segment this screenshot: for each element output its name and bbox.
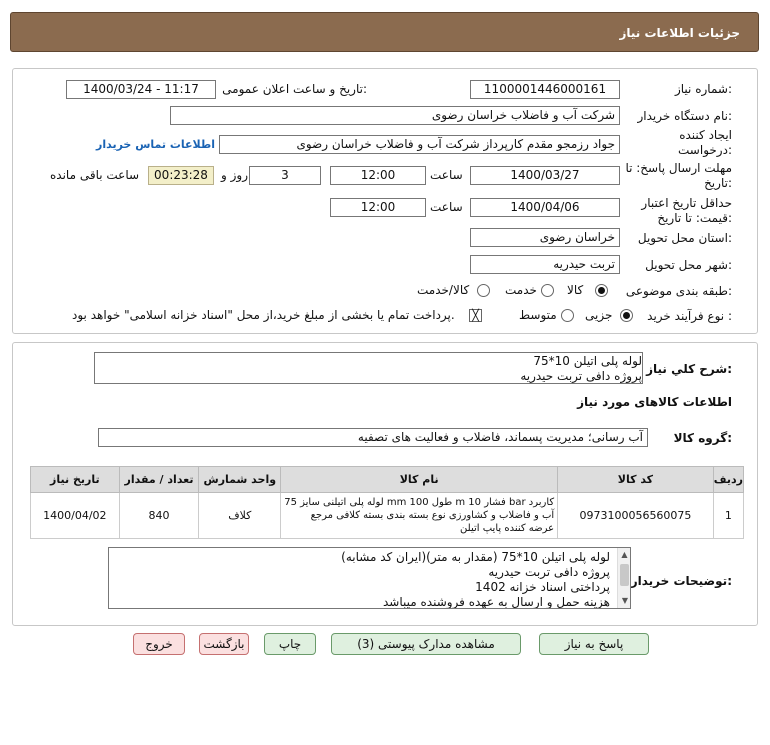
col-code: کد کالا xyxy=(558,467,714,493)
announce-label: تاریخ و ساعت اعلان عمومی: xyxy=(222,82,367,96)
province-label: استان محل تحویل: xyxy=(637,231,732,245)
col-name: نام کالا xyxy=(281,467,558,493)
city-field: تربت حیدریه xyxy=(470,255,620,274)
buyer-org-field: شرکت آب و فاضلاب خراسان رضوی xyxy=(170,106,620,125)
process-option-minor: جزیی xyxy=(585,308,613,322)
scroll-down-icon[interactable]: ▼ xyxy=(621,596,629,605)
treasury-payment-checkbox[interactable]: ╳ xyxy=(469,309,482,322)
print-button[interactable]: چاپ xyxy=(264,633,316,655)
cell-qty: 840 xyxy=(119,493,199,539)
goods-info-title: اطلاعات کالاهای مورد نیاز xyxy=(577,395,732,409)
announce-field: 1400/03/24 - 11:17 xyxy=(66,80,216,99)
cell-date: 1400/04/02 xyxy=(31,493,120,539)
requester-label: ایجاد کننده درخواست: xyxy=(678,128,732,157)
treasury-payment-note: پرداخت تمام یا بخشی از مبلغ خرید،از محل "اسناد خزانه اسلامی" خواهد بود. xyxy=(72,308,455,322)
process-radio-medium[interactable] xyxy=(561,309,574,322)
col-unit: واحد شمارش xyxy=(199,467,281,493)
exit-button[interactable]: خروج xyxy=(133,633,185,655)
summary-title: شرح کلي نياز: xyxy=(646,362,732,376)
cell-name-line-2: آب و فاضلاب و کشاورزی نوع بسته بندی بسته کلافی مرجع xyxy=(310,510,555,521)
validity-label: حداقل تاریخ اعتبار قیمت: تا تاریخ: xyxy=(641,196,732,225)
validity-time-field: 12:00 xyxy=(330,198,426,217)
cell-name xyxy=(281,493,558,539)
reply-button[interactable]: پاسخ به نیاز xyxy=(539,633,649,655)
need-number-label: شماره نیاز: xyxy=(674,82,732,96)
summary-line-1: لوله پلی اتیلن 10*75 xyxy=(533,354,642,368)
days-label: روز و xyxy=(221,168,248,182)
process-label: نوع فرآیند خرید : xyxy=(647,309,732,323)
validity-date-field: 1400/04/06 xyxy=(470,198,620,217)
page-header: جزئیات اطلاعات نیاز xyxy=(10,12,759,52)
items-table-wrap xyxy=(30,466,744,539)
buyer-note-line: پرداختی اسناد خزانه 1402 xyxy=(475,580,610,594)
requester-field: جواد رزمجو مقدم کارپرداز شرکت آب و فاضلاب خراسان رضوی xyxy=(219,135,620,154)
group-label: گروه کالا: xyxy=(673,431,732,445)
category-radio-goods[interactable] xyxy=(595,284,608,297)
need-number-field: 1100001446000161 xyxy=(470,80,620,99)
days-field: 3 xyxy=(249,166,321,185)
scroll-up-icon[interactable]: ▲ xyxy=(621,550,628,559)
items-table xyxy=(30,466,744,539)
buyer-note-line: پروژه دافی تربت حیدریه xyxy=(488,565,610,579)
buyer-notes-label: توضیحات خریدار: xyxy=(630,574,732,588)
cell-unit: کلاف xyxy=(199,493,281,539)
cell-code: 0973100056560075 xyxy=(558,493,714,539)
reply-date-field: 1400/03/27 xyxy=(470,166,620,185)
cell-name-line-3: عرضه کننده پایپ اتیلن xyxy=(460,523,555,534)
summary-line-2: پروژه دافی تربت حیدریه xyxy=(520,369,642,383)
category-option-goods: کالا xyxy=(567,283,584,297)
reply-deadline-label: مهلت ارسال پاسخ: تا تاریخ: xyxy=(625,161,732,190)
category-option-service: خدمت xyxy=(505,283,537,297)
contact-info-link[interactable]: اطلاعات تماس خریدار xyxy=(96,138,216,151)
reply-time-field: 12:00 xyxy=(330,166,426,185)
remaining-time-field: 00:23:28 xyxy=(148,166,214,185)
category-radio-goods-service[interactable] xyxy=(477,284,490,297)
category-radio-service[interactable] xyxy=(541,284,554,297)
category-option-goods-service: کالا/خدمت xyxy=(417,283,470,297)
buyer-notes-scrollbar[interactable] xyxy=(617,548,631,608)
table-row xyxy=(31,493,744,539)
category-label: طبقه بندی موضوعی: xyxy=(625,284,732,298)
group-field: آب رسانی؛ مدیریت پسماند، فاضلاب و فعالیت های تصفیه xyxy=(98,428,648,447)
scroll-thumb[interactable] xyxy=(620,564,629,586)
reply-time-label: ساعت xyxy=(430,168,463,182)
col-date: تاریخ نیاز xyxy=(31,467,120,493)
col-qty: تعداد / مقدار xyxy=(119,467,199,493)
buyer-notes-text xyxy=(341,550,610,609)
cell-row: 1 xyxy=(713,493,743,539)
buyer-notes-box xyxy=(108,547,631,609)
buyer-note-line: هزینه حمل و ارسال به عهده فروشنده میباشد xyxy=(383,595,610,609)
province-field: خراسان رضوی xyxy=(470,228,620,247)
validity-time-label: ساعت xyxy=(430,200,463,214)
remaining-time-label: ساعت باقی مانده xyxy=(50,168,140,182)
buyer-note-line: لوله پلی اتیلن 10*75 (مقدار به متر)(ایران کد مشابه) xyxy=(341,550,610,564)
process-radio-minor[interactable] xyxy=(620,309,633,322)
cell-name-line-1: لوله پلی اتیلنی سایز 75 mm طول 100 m فشار 10 bar کاربرد xyxy=(284,497,555,508)
attachments-button[interactable]: مشاهده مدارک پیوستی (3) xyxy=(331,633,521,655)
city-label: شهر محل تحویل: xyxy=(645,258,732,272)
col-row: ردیف xyxy=(713,467,743,493)
process-option-medium: متوسط xyxy=(519,308,557,322)
back-button[interactable]: بازگشت xyxy=(199,633,249,655)
buyer-org-label: نام دستگاه خریدار: xyxy=(637,109,732,123)
